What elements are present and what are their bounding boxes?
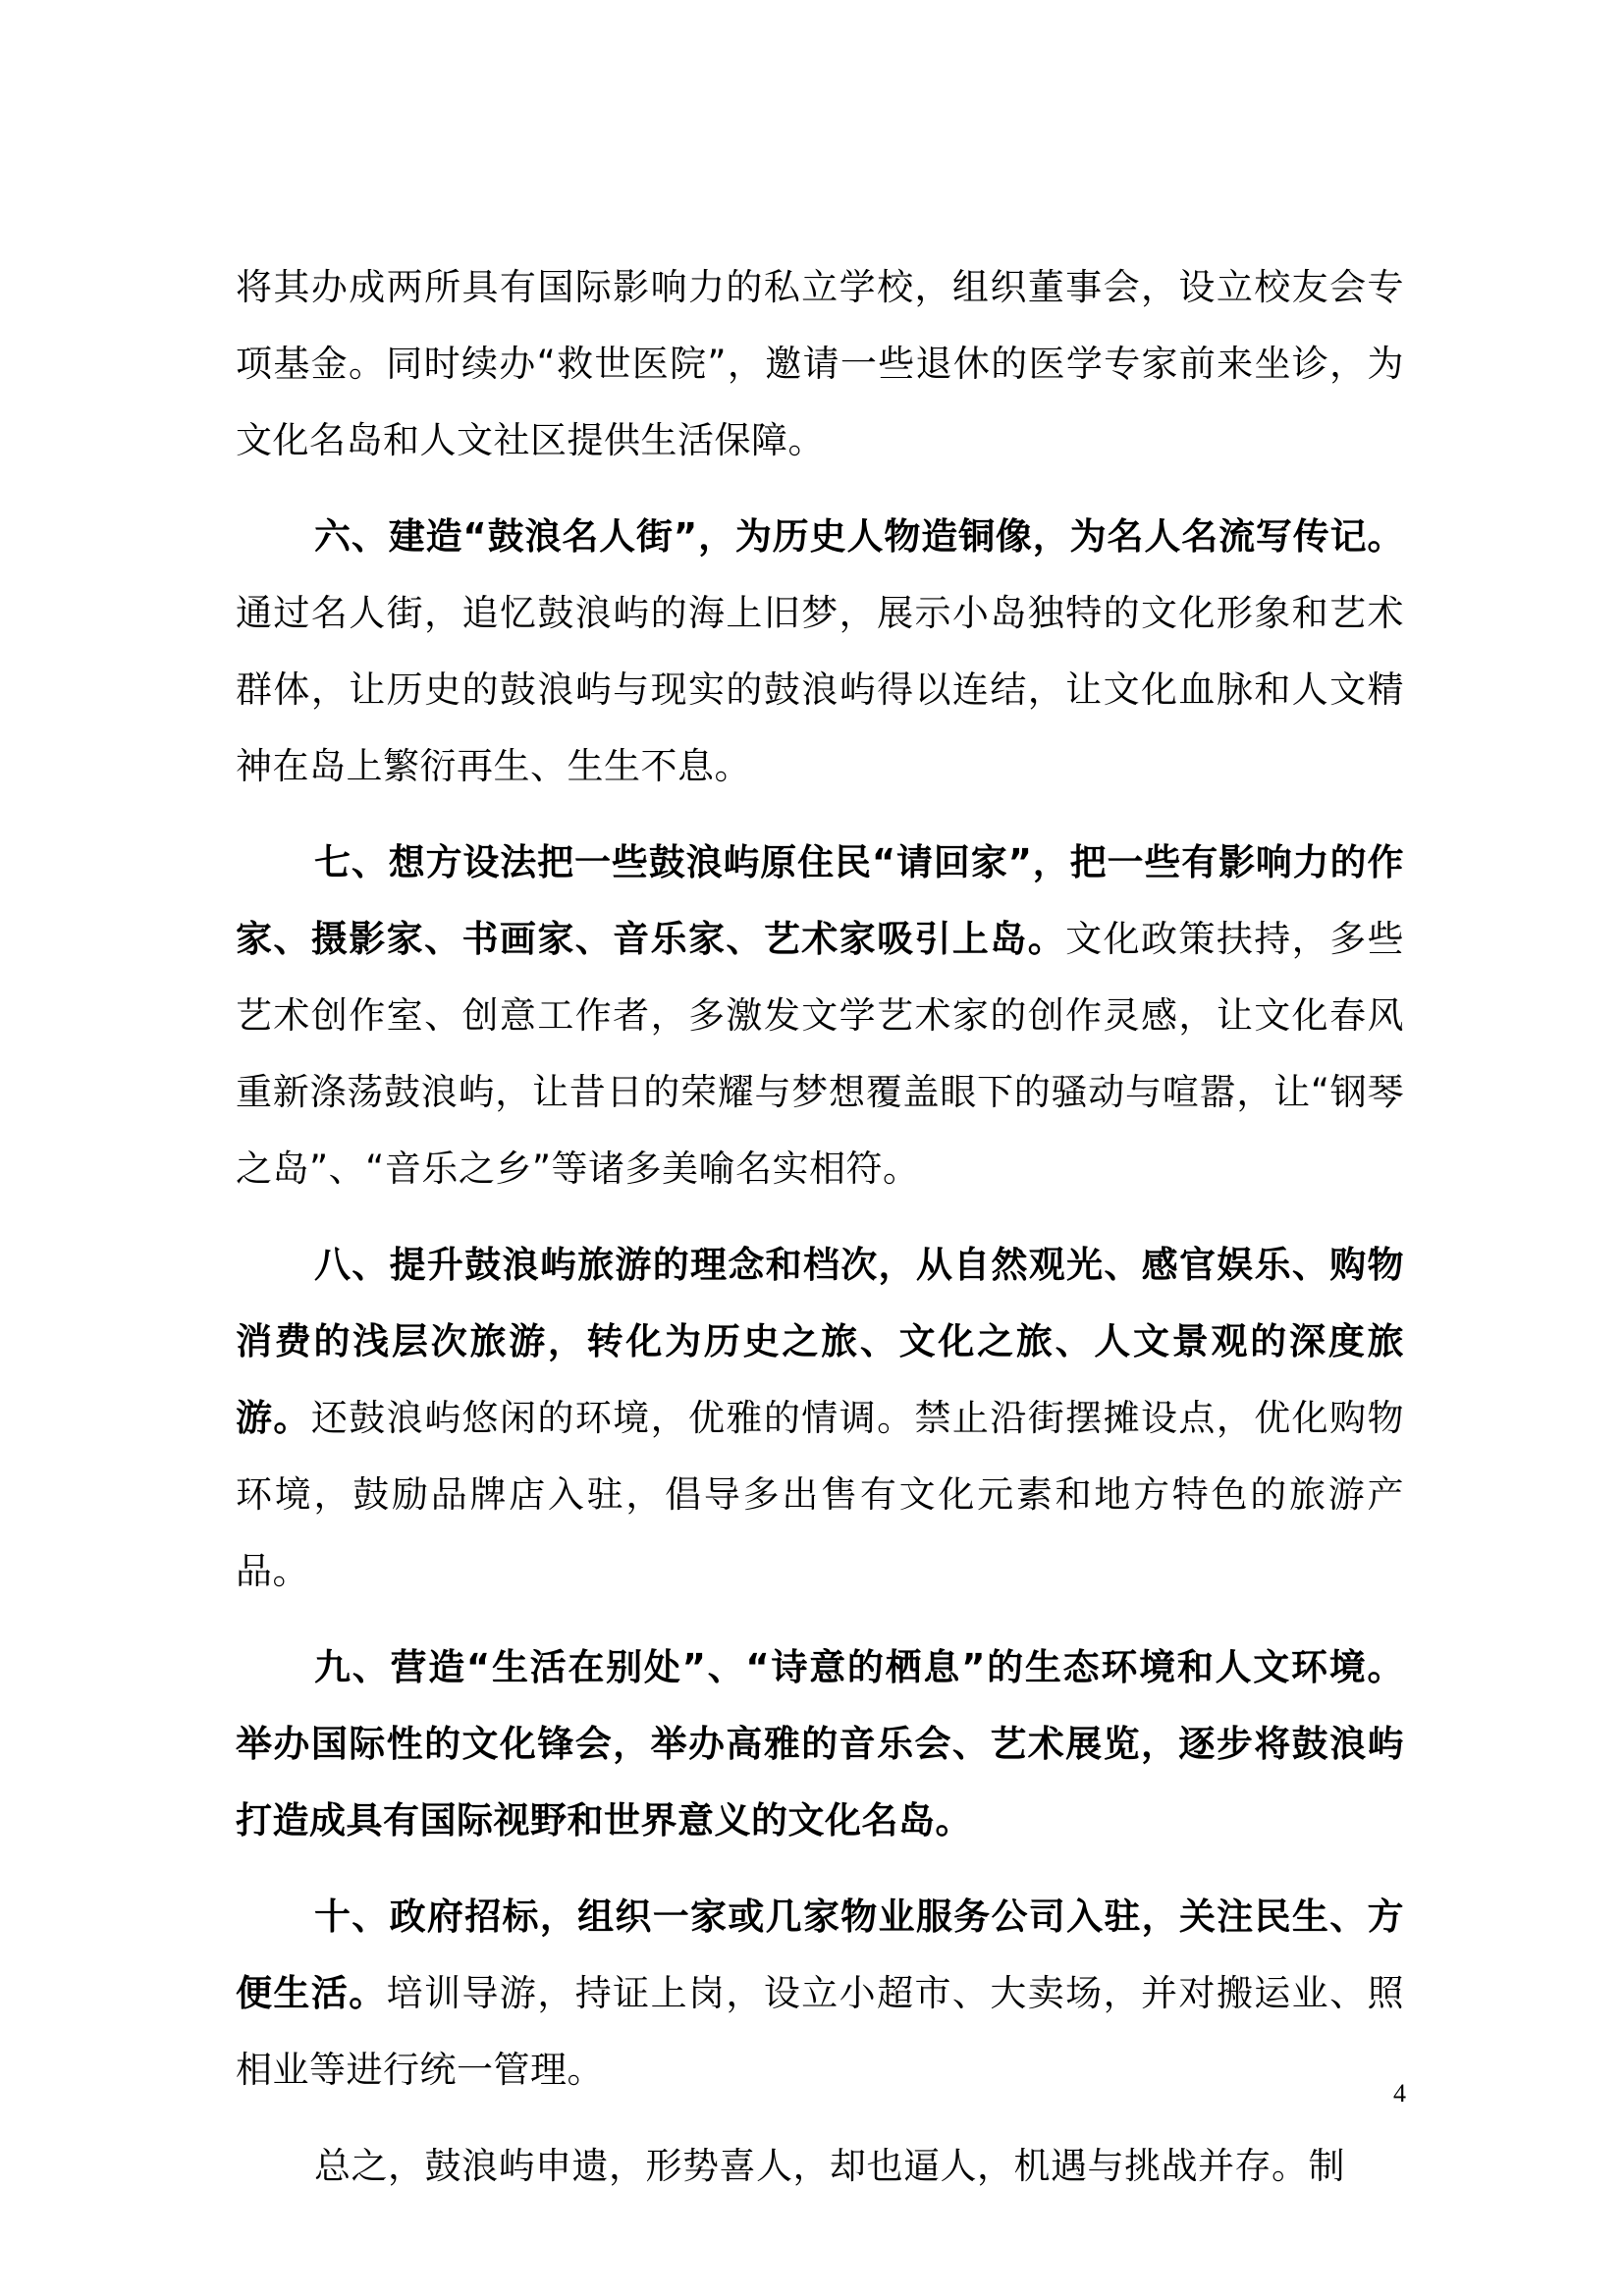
paragraph-1 <box>236 249 1404 479</box>
paragraph-6-text: 培训导游，持证上岗，设立小超市、大卖场，并对搬运业、照相业等进行统一管理。 <box>236 1972 1405 2091</box>
paragraph-3 <box>236 825 1404 1207</box>
paragraph-3-bold-heading: 七、想方设法把一些鼓浪屿原住民“请回家”，把一些有影响力的作家、摄影家、书画家、音乐家、艺术家吸引上岛。 <box>236 841 1404 960</box>
paragraph-6 <box>236 1879 1404 2109</box>
body-text <box>236 249 1404 2224</box>
paragraph-2 <box>236 499 1404 805</box>
paragraph-3-text: 文化政策扶持，多些艺术创作室、创意工作者，多激发文学艺术家的创作灵感，让文化春风重新涤荡鼓浪屿，让昔日的荣耀与梦想覆盖眼下的骚动与喧嚣，让“钢琴之岛”、“音乐之乡”等诸多美喻名实相符。 <box>236 918 1405 1190</box>
paragraph-7-text: 总之，鼓浪屿申遗，形势喜人，却也逼人，机遇与挑战并存。制 <box>314 2145 1345 2187</box>
paragraph-5-bold-heading: 九、营造“生活在别处”、“诗意的栖息”的生态环境和人文环境。举办国际性的文化锋会，举办高雅的音乐会、艺术展览，逐步将鼓浪屿打造成具有国际视野和世界意义的文化名岛。 <box>236 1646 1404 1842</box>
paragraph-6-bold-heading: 十、政府招标，组织一家或几家物业服务公司入驻，关注民生、方便生活。 <box>236 1896 1404 2014</box>
paragraph-5 <box>236 1629 1404 1859</box>
page-number: 4 <box>1393 2079 1406 2108</box>
paragraph-2-bold-heading: 六、建造“鼓浪名人街”，为历史人物造铜像，为名人名流写传记。 <box>314 515 1404 558</box>
paragraph-2-text: 通过名人街，追忆鼓浪屿的海上旧梦，展示小岛独特的文化形象和艺术群体，让历史的鼓浪屿与现实的鼓浪屿得以连结，让文化血脉和人文精神在岛上繁衍再生、生生不息。 <box>236 592 1404 787</box>
paragraph-4-bold-heading: 八、提升鼓浪屿旅游的理念和档次，从自然观光、感官娱乐、购物消费的浅层次旅游，转化为历史之旅、文化之旅、人文景观的深度旅游。 <box>236 1244 1404 1439</box>
paragraph-1-text: 将其办成两所具有国际影响力的私立学校，组织董事会，设立校友会专项基金。同时续办“救世医院”，邀请一些退休的医学专家前来坐诊，为文化名岛和人文社区提供生活保障。 <box>236 266 1404 461</box>
paragraph-4 <box>236 1227 1404 1610</box>
paragraph-4-text: 还鼓浪屿悠闲的环境，优雅的情调。禁止沿街摆摊设点，优化购物环境，鼓励品牌店入驻，倡导多出售有文化元素和地方特色的旅游产品。 <box>236 1397 1405 1592</box>
paragraph-7 <box>236 2128 1404 2205</box>
